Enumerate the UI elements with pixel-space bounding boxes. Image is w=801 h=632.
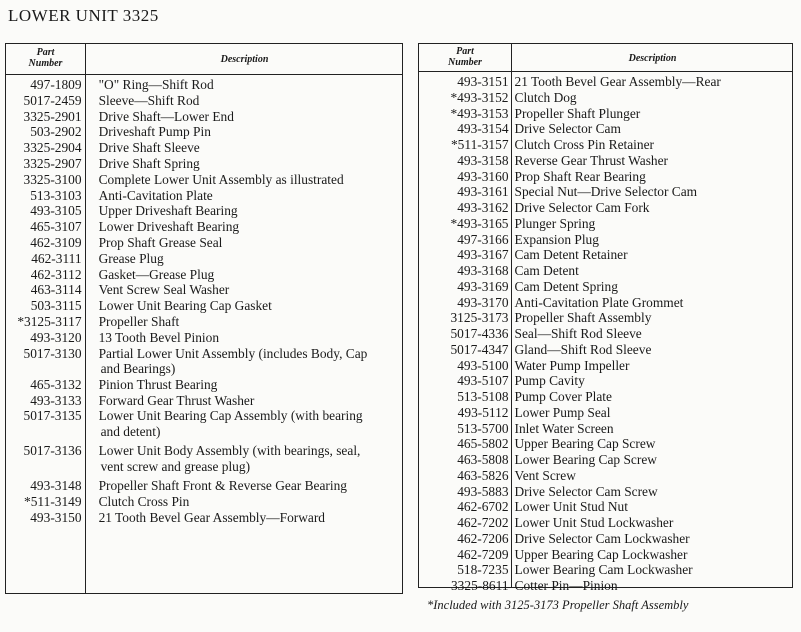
table-row	[6, 478, 402, 494]
part-number-cell: 497-1809	[30, 77, 82, 92]
part-number-cell: 493-3154	[457, 121, 509, 137]
description-header	[85, 54, 404, 65]
description-cell: Partial Lower Unit Assembly (includes Body, Cap and Bearings)	[98, 345, 368, 377]
table-row	[6, 251, 402, 267]
description-cell: Propeller Shaft Front & Reverse Gear Bearing	[98, 478, 347, 494]
table-row	[6, 188, 402, 204]
header-divider	[419, 71, 792, 72]
table-row	[419, 121, 792, 137]
table-row	[419, 468, 792, 484]
part-number-cell: 465-5802	[457, 436, 509, 452]
table-row	[6, 330, 402, 346]
description-cell: Expansion Plug	[514, 231, 599, 247]
table-row	[6, 172, 402, 188]
table-row	[6, 124, 402, 140]
table-row	[6, 377, 402, 393]
description-cell: Propeller Shaft Assembly	[514, 310, 652, 326]
part-number-cell: *3125-3117	[17, 313, 82, 329]
part-number-cell: 5017-3130	[23, 345, 82, 361]
part-number-cell: 3325-8611	[450, 578, 509, 593]
description-cell: Plunger Spring	[514, 215, 596, 231]
table-row	[6, 393, 402, 409]
description-cell: Lower Unit Bearing Cap Gasket	[98, 298, 272, 314]
part-number-header	[419, 46, 511, 68]
description-cell: Lower Unit Bearing Cap Assembly (with bearing and detent)	[98, 408, 363, 439]
footnote: *Included with 3125-3173 Propeller Shaft Assembly	[427, 598, 689, 612]
part-number-cell: 5017-2459	[23, 92, 82, 108]
part-number-cell: 463-5808	[457, 452, 509, 467]
table-row	[419, 137, 792, 153]
part-number-cell: 497-3166	[457, 231, 509, 247]
description-cell: Lower Pump Seal	[514, 404, 611, 420]
part-number-cell: *493-3152	[450, 89, 509, 105]
description-cell: Seal—Shift Rod Sleeve	[514, 326, 642, 341]
part-number-cell: 3325-3100	[23, 171, 82, 187]
part-number-cell: 493-3167	[457, 247, 509, 263]
description-cell: Clutch Dog	[514, 89, 577, 105]
description-cell: Lower Driveshaft Bearing	[98, 219, 240, 235]
part-number-cell: 493-5883	[457, 483, 509, 499]
part-number-cell: *493-3165	[450, 215, 509, 231]
part-number-header-label: Part Number	[28, 47, 63, 69]
description-cell: 21 Tooth Bevel Gear Assembly—Rear	[514, 74, 721, 89]
part-number-cell: 493-3133	[30, 392, 82, 408]
part-number-cell: 493-3162	[457, 200, 509, 215]
table-row	[6, 510, 402, 526]
table-row	[6, 408, 402, 439]
description-cell: Drive Selector Cam Screw	[514, 483, 658, 499]
description-header	[511, 53, 794, 64]
description-cell: Anti-Cavitation Plate	[98, 187, 213, 203]
description-cell: Water Pump Impeller	[514, 357, 630, 373]
description-cell: Pinion Thrust Bearing	[98, 376, 218, 392]
table-row	[419, 342, 792, 358]
description-cell: Lower Bearing Cap Screw	[514, 452, 657, 467]
description-cell: Drive Shaft—Lower End	[98, 108, 234, 124]
table-row	[6, 235, 402, 251]
table-body-left	[6, 77, 402, 526]
table-row	[419, 153, 792, 169]
part-number-cell: 503-2902	[30, 124, 82, 140]
description-cell: Gland—Shift Rod Sleeve	[514, 341, 652, 357]
table-row	[419, 405, 792, 421]
parts-table-left	[5, 43, 403, 594]
parts-table-right	[418, 43, 793, 593]
description-cell: Upper Bearing Cap Screw	[514, 436, 656, 452]
table-row	[6, 93, 402, 109]
description-cell: Propeller Shaft Plunger	[514, 105, 641, 121]
part-number-cell: 5017-3136	[23, 443, 82, 459]
description-cell: Vent Screw Seal Washer	[98, 282, 230, 298]
part-number-cell: 513-5700	[457, 420, 509, 436]
table-row	[419, 200, 792, 216]
table-row	[419, 247, 792, 263]
description-cell: "O" Ring—Shift Rod	[98, 77, 214, 92]
part-number-cell: 462-3112	[30, 266, 82, 282]
table-row	[6, 314, 402, 330]
part-number-cell: 493-3105	[30, 203, 82, 219]
table-row	[419, 499, 792, 515]
description-cell: Drive Selector Cam Fork	[514, 200, 650, 215]
description-cell: Anti-Cavitation Plate Grommet	[514, 294, 684, 310]
table-row	[6, 140, 402, 156]
description-cell: Gasket—Grease Plug	[98, 266, 215, 282]
part-number-cell: 493-3150	[30, 510, 82, 526]
table-row	[6, 203, 402, 219]
table-row	[419, 216, 792, 232]
table-row	[419, 421, 792, 437]
part-number-cell: 3325-2901	[23, 108, 82, 124]
table-row	[6, 267, 402, 283]
table-row	[419, 90, 792, 106]
description-cell: Lower Unit Body Assembly (with bearings, seal, vent screw and grease plug)	[98, 443, 361, 474]
description-cell: Cotter Pin—Pinion	[514, 578, 618, 593]
part-number-cell: 493-5107	[457, 373, 509, 389]
part-number-cell: *511-3149	[24, 494, 82, 510]
description-cell: Drive Selector Cam	[514, 121, 621, 137]
part-number-cell: 518-7235	[457, 562, 509, 578]
table-row	[419, 326, 792, 342]
part-number-cell: *493-3153	[450, 105, 509, 121]
description-cell: Sleeve—Shift Rod	[98, 92, 200, 108]
part-number-cell: 493-3170	[457, 294, 509, 310]
description-cell: Drive Shaft Spring	[98, 155, 200, 171]
table-row	[419, 436, 792, 452]
part-number-cell: 463-5826	[457, 467, 509, 483]
header-divider	[6, 74, 402, 75]
description-cell: Lower Unit Stud Lockwasher	[514, 515, 674, 530]
table-row	[419, 279, 792, 295]
part-number-cell: 3125-3173	[450, 310, 509, 326]
part-number-cell: 493-3151	[457, 74, 509, 89]
part-number-cell: 3325-2907	[23, 155, 82, 171]
part-number-cell: 462-7209	[457, 546, 509, 562]
description-cell: Clutch Cross Pin	[98, 494, 190, 510]
table-row	[6, 156, 402, 172]
part-number-cell: *511-3157	[450, 137, 509, 152]
table-body-right	[419, 74, 792, 594]
description-cell: Reverse Gear Thrust Washer	[514, 152, 668, 168]
description-cell: Pump Cavity	[514, 373, 585, 389]
description-cell: Drive Selector Cam Lockwasher	[514, 530, 690, 546]
part-number-cell: 513-5108	[457, 389, 509, 404]
table-row	[419, 373, 792, 389]
description-cell: Cam Detent Retainer	[514, 247, 628, 263]
part-number-cell: 493-3120	[30, 329, 82, 345]
table-row	[419, 310, 792, 326]
description-cell: Driveshaft Pump Pin	[98, 124, 211, 140]
description-cell: Complete Lower Unit Assembly as illustrated	[98, 171, 344, 187]
part-number-cell: 462-6702	[457, 499, 509, 515]
part-number-header-label: Part Number	[448, 46, 482, 68]
description-cell: Lower Unit Stud Nut	[514, 499, 628, 515]
table-row	[6, 77, 402, 93]
description-cell: 13 Tooth Bevel Pinion	[98, 329, 220, 345]
part-number-cell: 463-3114	[30, 282, 82, 298]
part-number-cell: 462-3111	[31, 250, 82, 266]
table-row	[6, 298, 402, 314]
description-cell: Grease Plug	[98, 250, 164, 266]
description-cell: Pump Cover Plate	[514, 389, 612, 404]
table-row	[6, 109, 402, 125]
table-row	[419, 578, 792, 594]
table-row	[6, 219, 402, 235]
part-number-cell: 493-3158	[457, 152, 509, 168]
part-number-cell: 493-5112	[457, 404, 509, 420]
table-row	[419, 358, 792, 374]
part-number-cell: 493-3160	[457, 168, 509, 184]
table-row	[419, 74, 792, 90]
description-cell: Special Nut—Drive Selector Cam	[514, 184, 698, 200]
table-row	[419, 106, 792, 122]
table-row	[419, 263, 792, 279]
description-cell: Prop Shaft Rear Bearing	[514, 168, 646, 184]
part-number-cell: 5017-3135	[23, 408, 82, 424]
table-row	[6, 346, 402, 377]
part-number-cell: 462-7206	[457, 530, 509, 546]
table-row	[419, 232, 792, 248]
description-header-label: Description	[628, 53, 677, 64]
table-row	[419, 184, 792, 200]
description-cell: Cam Detent	[514, 263, 579, 278]
part-number-cell: 493-3169	[457, 278, 509, 294]
part-number-cell: 3325-2904	[23, 140, 82, 156]
description-cell: Lower Bearing Cam Lockwasher	[514, 562, 693, 578]
table-row	[6, 282, 402, 298]
part-number-header	[6, 47, 85, 69]
part-number-cell: 465-3107	[30, 219, 82, 235]
part-number-cell: 493-5100	[457, 357, 509, 373]
table-row	[419, 531, 792, 547]
page-title: LOWER UNIT 3325	[8, 6, 159, 25]
description-cell: Cam Detent Spring	[514, 278, 618, 294]
part-number-cell: 493-3148	[30, 478, 82, 494]
description-cell: Upper Driveshaft Bearing	[98, 203, 238, 219]
part-number-cell: 5017-4347	[450, 341, 509, 357]
table-row	[6, 494, 402, 510]
part-number-cell: 503-3115	[30, 298, 82, 314]
part-number-cell: 462-3109	[30, 234, 82, 250]
description-cell: Propeller Shaft	[98, 313, 180, 329]
description-cell: Inlet Water Screen	[514, 420, 614, 436]
table-row	[419, 295, 792, 311]
description-cell: Clutch Cross Pin Retainer	[514, 137, 654, 152]
table-row	[419, 169, 792, 185]
part-number-cell: 513-3103	[30, 187, 82, 203]
description-header-label: Description	[220, 54, 269, 65]
table-row	[419, 562, 792, 578]
description-cell: Drive Shaft Sleeve	[98, 140, 200, 156]
table-row	[6, 443, 402, 474]
description-cell: Upper Bearing Cap Lockwasher	[514, 546, 688, 562]
part-number-cell: 493-3168	[457, 263, 509, 278]
table-row	[419, 547, 792, 563]
table-row	[419, 515, 792, 531]
description-cell: Forward Gear Thrust Washer	[98, 392, 255, 408]
table-row	[419, 389, 792, 405]
table-row	[419, 452, 792, 468]
description-cell: 21 Tooth Bevel Gear Assembly—Forward	[98, 510, 325, 526]
part-number-cell: 493-3161	[457, 184, 509, 200]
part-number-cell: 465-3132	[30, 376, 82, 392]
part-number-cell: 462-7202	[457, 515, 509, 530]
part-number-cell: 5017-4336	[450, 326, 509, 341]
table-row	[419, 484, 792, 500]
description-cell: Vent Screw	[514, 467, 576, 483]
description-cell: Prop Shaft Grease Seal	[98, 234, 223, 250]
